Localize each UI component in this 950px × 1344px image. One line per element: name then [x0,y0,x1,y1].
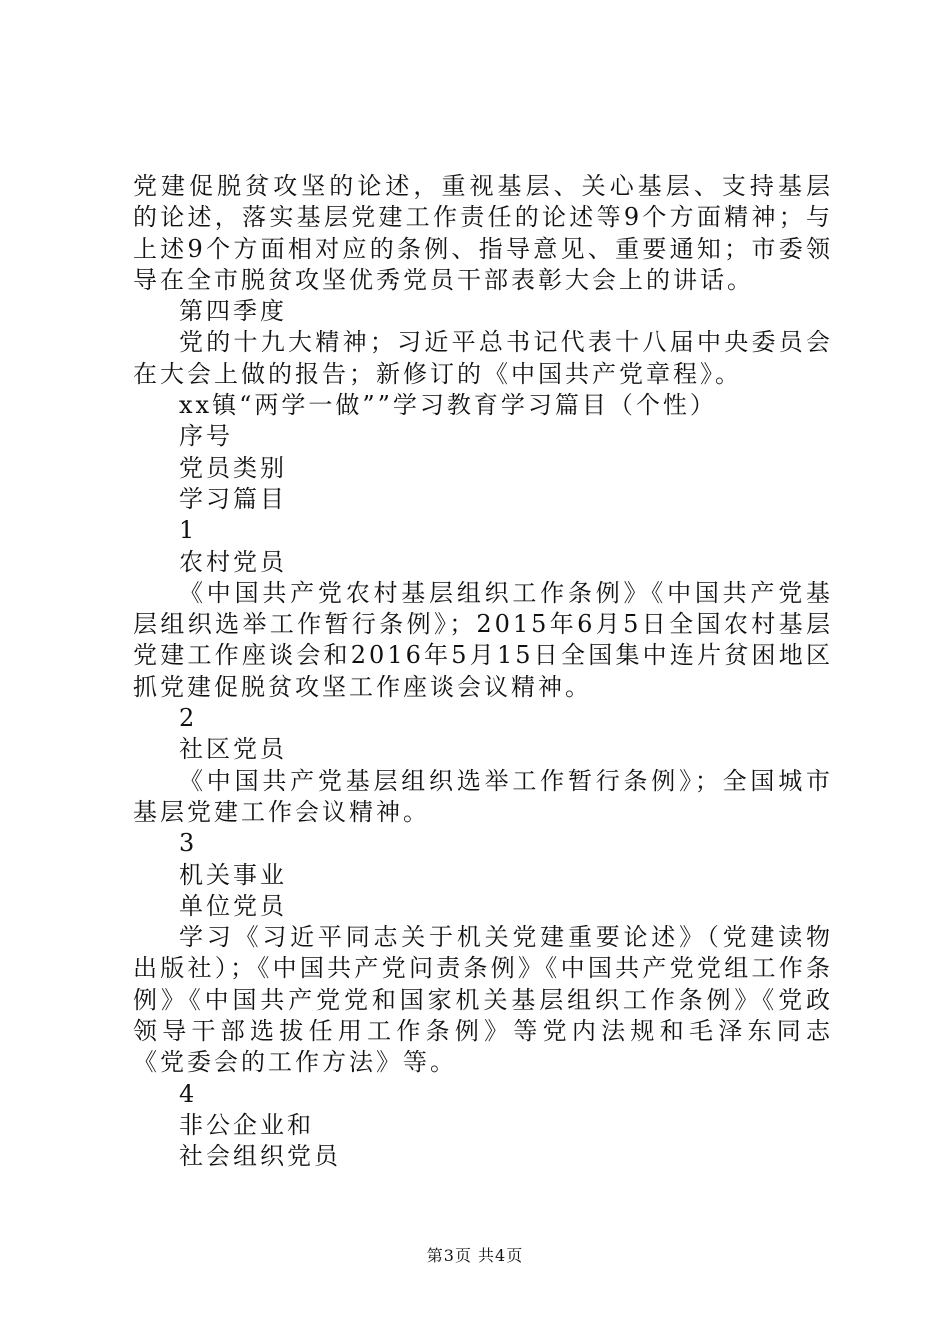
row-number: 3 [179,829,198,858]
section-heading-q4: 第四季度 [179,297,287,326]
row-member-type: 机关事业 [179,860,287,889]
row-member-type: 社会组织党员 [179,1142,341,1171]
column-header-member-type: 党员类别 [179,453,287,482]
row-member-type: 社区党员 [179,735,287,764]
paragraph: 党建促脱贫攻坚的论述，重视基层、关心基层、支持基层的论述，落实基层党建工作责任的论述等9个方面精神；与上述9个方面相对应的条例、指导意见、重要通知；市委领导在全市脱贫攻坚优秀党员干部表彰大会上的讲话。 [133,172,833,294]
row-member-type: 非公企业和 [179,1110,314,1139]
row-study-items: 《中国共产党基层组织选举工作暂行条例》；全国城市基层党建工作会议精神。 [133,766,833,826]
page-footer: 第3页 共4页 [426,1246,524,1265]
document-body [133,171,833,1173]
row-study-items: 《中国共产党农村基层组织工作条例》《中国共产党基层组织选举工作暂行条例》；2015年6月5日全国农村基层党建工作座谈会和2016年5月15日全国集中连片贫困地区抓党建促脱贫攻坚工作座谈会议精神。 [133,578,833,701]
row-member-type: 单位党员 [179,891,287,920]
table-title: xx镇“两学一做””学习教育学习篇目（个性） [179,391,717,420]
row-number: 4 [179,1079,198,1108]
column-header-study-items: 学习篇目 [179,484,287,513]
column-header-number: 序号 [179,422,233,451]
row-number: 1 [179,516,198,545]
paragraph: 党的十九大精神；习近平总书记代表十八届中央委员会在大会上做的报告；新修订的《中国共产党章程》。 [133,328,833,388]
row-member-type: 农村党员 [179,547,287,576]
row-study-items: 学习《习近平同志关于机关党建重要论述》（党建读物出版社）；《中国共产党问责条例》《中国共产党党组工作条例》《中国共产党党和国家机关基层组织工作条例》《党政领导干部选拔任用工作条例》等党内法规和毛泽东同志《党委会的工作方法》等。 [133,923,833,1077]
row-number: 2 [179,704,198,733]
